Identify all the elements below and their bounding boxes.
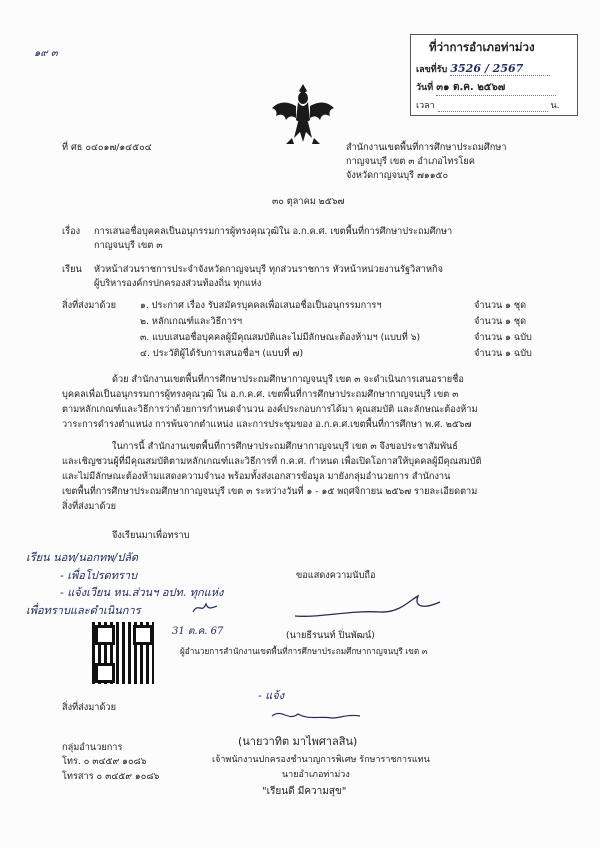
handwritten-note-line: เรียน นอท/นอกทพ/ปลัด xyxy=(26,551,139,564)
subject-line-2: กาญจนบุรี เขต ๓ xyxy=(94,240,163,251)
handwritten-corner-note: ๑๙ ๓ xyxy=(34,48,58,59)
handwritten-note-line: เพื่อทราบและดำเนินการ xyxy=(26,604,141,617)
handwritten-initial xyxy=(190,598,220,618)
enclosures-label: สิ่งที่ส่งมาด้วย xyxy=(62,300,116,311)
to-label: เรียน xyxy=(62,264,82,275)
handwritten-date: 31 ต.ค. 67 xyxy=(172,626,224,637)
sender-line-3: จังหวัดกาญจนบุรี ๗๑๑๕๐ xyxy=(346,170,449,181)
receive-stamp xyxy=(410,34,578,116)
stamp-receive-label: เลขที่รับ xyxy=(416,65,448,75)
sender-line-2: กาญจนบุรี เขต ๓ อำเภอไทรโยค xyxy=(346,156,475,167)
to-line-2: ผู้บริหารองค์กรปกครองส่วนท้องถิ่น ทุกแห่ง xyxy=(94,278,262,289)
stamp-title: ที่ว่าการอำเภอท่าม่วง xyxy=(429,40,535,54)
to-line-1: หัวหน้าส่วนราชการประจำจังหวัดกาญจนบุรี ทุกส่วนราชการ หัวหน้าหน่วยงานรัฐวิสาหกิจ xyxy=(94,264,443,275)
district-official-position: เจ้าพนักงานปกครองชำนาญการพิเศษ รักษาราชการแทน xyxy=(212,755,430,765)
handwritten-note-line: - เพื่อโปรดทราบ xyxy=(60,569,138,582)
stamp-time-label: เวลา xyxy=(416,101,435,111)
director-name: (นายธีรนนท์ ปิ่นพัฒน์) xyxy=(286,630,375,641)
garuda-emblem xyxy=(268,80,338,150)
subject-label: เรื่อง xyxy=(62,226,81,237)
enclosure-qty: จำนวน ๑ ชุด xyxy=(474,316,527,327)
subject-line-1: การเสนอชื่อบุคคลเป็นอนุกรรมการผู้ทรงคุณวุฒิใน อ.ก.ค.ศ. เขตพื้นที่การศึกษาประถมศึกษา xyxy=(94,226,453,237)
paragraph-2-line: เขตพื้นที่การศึกษาประถมศึกษากาญจนบุรี เขต ๓ ระหว่างวันที่ ๑ - ๑๕ พฤศจิกายน ๒๕๖๗ รายละเอียดตาม xyxy=(62,486,478,497)
paragraph-1-line: ด้วย สำนักงานเขตพื้นที่การศึกษาประถมศึกษากาญจนบุรี เขต ๓ จะดำเนินการเสนอรายชื่อ xyxy=(112,374,464,385)
stamp-date-label: วันที่ xyxy=(416,83,434,93)
footer-fax: โทรสาร ๐ ๓๔๕๙ ๑๐๘๖ xyxy=(62,771,160,782)
paragraph-1-line: บุคคลเพื่อเป็นอนุกรรมการผู้ทรงคุณวุฒิ ใน อ.ก.ค.ศ. เขตพื้นที่การศึกษาประถมศึกษากาญจนบุรี เขต ๓ xyxy=(62,389,459,400)
paragraph-1-line: วาระการดำรงตำแหน่ง การพ้นจากตำแหน่ง และการประชุมของ อ.ก.ค.ศ.เขตพื้นที่การศึกษา พ.ศ. ๒๕๖๗ xyxy=(62,419,472,430)
sender-line-1: สำนักงานเขตพื้นที่การศึกษาประถมศึกษา xyxy=(346,142,507,153)
director-signature xyxy=(290,588,450,624)
document-date: ๓๐ ตุลาคม ๒๕๖๗ xyxy=(272,196,345,207)
document-number: ที่ ศธ ๐๔๐๑๗/๑๔๕๐๔ xyxy=(62,142,152,153)
enclosure-item: ๒. หลักเกณฑ์และวิธีการฯ xyxy=(140,316,243,327)
enclosure-item: ๑. ประกาศ เรื่อง รับสมัครบุคคลเพื่อเสนอชื่อเป็นอนุกรรมการฯ xyxy=(140,300,382,311)
handwritten-inform: - แจ้ง xyxy=(258,689,285,702)
director-position: ผู้อำนวยการสำนักงานเขตพื้นที่การศึกษาประถมศึกษากาญจนบุรี เขต ๓ xyxy=(180,646,428,656)
paragraph-2-line: ในการนี้ สำนักงานเขตพื้นที่การศึกษาประถมศึกษากาญจนบุรี เขต ๓ จึงขอประชาสัมพันธ์ xyxy=(112,441,458,452)
district-signature xyxy=(268,706,368,728)
paragraph-2-line: และเชิญชวนผู้ที่มีคุณสมบัติตามหลักเกณฑ์และวิธีการที่ ก.ค.ศ. กำหนด เพื่อเปิดโอกาสให้บุคคลผู้มีคุณสมบัติ xyxy=(62,456,482,467)
footer-department: กลุ่มอำนวยการ xyxy=(62,742,123,753)
enclosure-qty: จำนวน ๑ ฉบับ xyxy=(474,348,532,359)
closing-regards: ขอแสดงความนับถือ xyxy=(296,570,376,581)
stamp-time-suffix: น. xyxy=(550,101,560,111)
district-official-name: (นายวาทิต มาไพศาลสิน) xyxy=(238,735,358,748)
paragraph-1-line: ตามหลักเกณฑ์และวิธีการว่าด้วยการกำหนดจำนวน องค์ประกอบการได้มา คุณสมบัติ และลักษณะต้องห้าม xyxy=(62,404,478,415)
enclosure-item: ๔. ประวัติผู้ได้รับการเสนอชื่อฯ (แบบที่ ๗) xyxy=(140,348,304,359)
handwritten-note-line: - แจ้งเวียน หน.ส่วนฯ อปท. ทุกแห่ง xyxy=(60,586,224,599)
paragraph-2-line: และไม่มีลักษณะต้องห้ามแสดงความจำนง พร้อมทั้งส่งเอกสารข้อมูล มายังกลุ่มอำนวยการ สำนักงาน xyxy=(62,471,451,482)
stamp-date-value: ๓๑ ต.ค. ๒๕๖๗ xyxy=(436,80,556,96)
district-official-position-2: นายอำเภอท่าม่วง xyxy=(282,770,350,780)
footer-telephone: โทร. ๐ ๓๔๕๙ ๑๐๘๖ xyxy=(62,756,147,767)
stamp-receive-value: 3526 / 2567 xyxy=(450,62,550,76)
enclosure-qty: จำนวน ๑ ชุด xyxy=(474,300,527,311)
motto: "เรียนดี มีความสุข" xyxy=(262,786,347,797)
enclosure-item: ๓. แบบเสนอชื่อบุคคลผู้มีคุณสมบัติและไม่มีลักษณะต้องห้ามฯ (แบบที่ ๖) xyxy=(140,332,421,343)
enclosure-note: สิ่งที่ส่งมาด้วย xyxy=(62,702,116,713)
paragraph-2-line: สิ่งที่ส่งมาด้วย xyxy=(62,501,116,512)
enclosure-qty: จำนวน ๑ ฉบับ xyxy=(474,332,532,343)
closing-inform: จึงเรียนมาเพื่อทราบ xyxy=(112,530,190,541)
